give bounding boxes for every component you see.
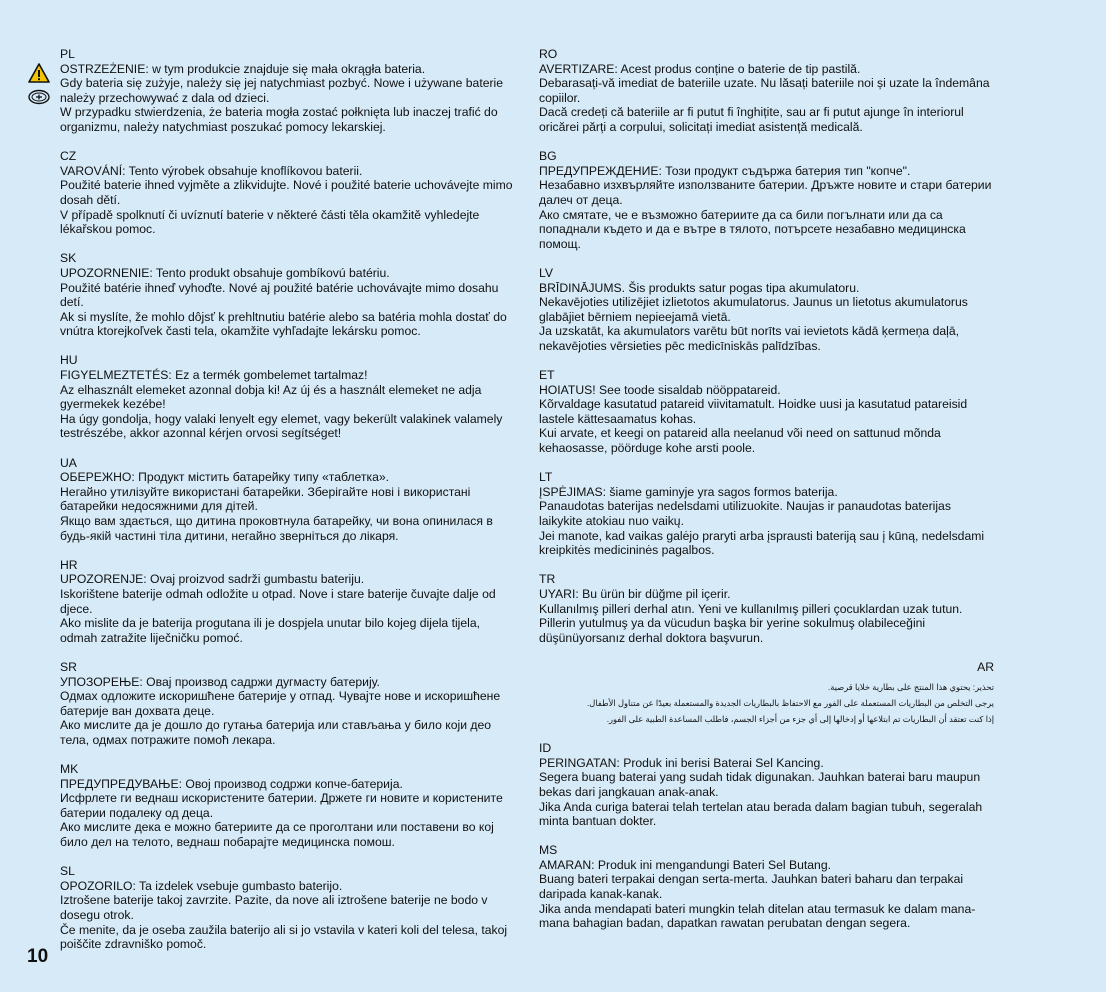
warning-section-id [539, 741, 994, 829]
warning-section-et [539, 368, 994, 456]
warning-paragraph: Якщо вам здається, що дитина проковтнула батарейку, чи вона опинилася в будь-якій частині тіла дитини, негайно зверніться до лікаря. [60, 514, 493, 543]
warning-paragraph: Одмах одложите искоришћене батерије у отпад. Чувајте нове и искоришћене батерије ван дохвата деце. [60, 689, 501, 718]
warning-paragraph: Az elhasznált elemeket azonnal dobja ki! Az új és a használt elemeket ne adja gyermekek kezébe! [60, 382, 482, 412]
warning-paragraph: Jei manote, kad vaikas galėjo praryti arba įsprausti bateriją sau į kūną, nedelsdami kreipkitės medicininės pagalbos. [539, 528, 985, 558]
warning-paragraph: UPOZORNENIE: Tento produkt obsahuje gombíkovú batériu. [60, 265, 390, 280]
warning-section-ua [60, 456, 515, 544]
language-code: MK [60, 762, 79, 777]
warning-paragraph: Ak si myslíte, že mohlo dôjsť k prehltnutiu batérie alebo sa batéria mohla dostať do vnútra ktorejkoľvek časti tela, okamžite vyhľadajte lekársku pomoc. [60, 309, 507, 339]
language-code: HR [60, 557, 78, 572]
language-code: ID [539, 741, 552, 756]
warning-paragraph: Nekavējoties utilizējiet izlietotos akumulatorus. Jaunus un lietotus akumulatorus glabājiet bērniem nepieejamā vietā. [539, 295, 968, 324]
warning-section-ms [539, 843, 994, 931]
warning-section-lt [539, 470, 994, 558]
warning-section-cz [60, 149, 515, 237]
language-code: LT [539, 470, 553, 485]
warning-paragraph: Kui arvate, et keegi on patareid alla neelanud või need on sattunud mõnda kehaosasse, pöörduge kohe arsti poole. [539, 426, 941, 456]
warning-paragraph: BRĪDINĀJUMS. Šis produkts satur pogas tipa akumulatoru. [539, 280, 860, 295]
warning-paragraph: OPOZORILO: Ta izdelek vsebuje gumbasto baterijo. [60, 878, 343, 893]
warning-paragraph: Jika Anda curiga baterai telah tertelan atau berada dalam bagian tubuh, segeralah minta bantuan dokter. [539, 799, 983, 829]
warning-paragraph: Pillerin yutulmuş ya da vücudun başka bir yerine sokulmuş olabileceğini düşünüyorsanız derhal doktora başvurun. [539, 616, 926, 645]
page-number: 10 [27, 946, 49, 967]
warning-paragraph: UPOZORENJE: Ovaj proizvod sadrži gumbastu bateriju. [60, 572, 365, 587]
warning-paragraph: Iskorištene baterije odmah odložite u otpad. Nove i stare baterije čuvajte dalje od djece. [60, 586, 496, 616]
language-code: ET [539, 368, 555, 383]
warning-paragraph: Gdy bateria się zużyje, należy się jej natychmiast pozbyć. Nowe i używane baterie należy przechowywać z dala od dzieci. [60, 76, 504, 105]
warning-section-lv [539, 266, 994, 354]
warning-paragraph: إذا كنت تعتقد أن البطاريات تم ابتلاعها أو إدخالها إلى أي جزء من أجزاء الجسم، فاطلب المساعدة الطبية على الفور. [606, 713, 994, 724]
warning-paragraph: Debarasați-vă imediat de bateriile uzate. Nu lăsați bateriile noi și uzate la îndemâna copiilor. [539, 76, 990, 105]
warning-paragraph: Použité batérie ihneď vyhoďte. Nové aj použité batérie uchovávajte mimo dosahu detí. [60, 280, 499, 310]
warning-paragraph: يرجى التخلص من البطاريات المستعملة على الفور مع الاحتفاظ بالبطاريات الجديدة والمستعملة بعيدًا عن متناول الأطفال. [587, 697, 994, 708]
warning-paragraph: Ако смятате, че е възможно батериите да са били погълнати или да са попаднали където и да е вътре в тялото, потърсете незабавно медицинска помощ. [539, 207, 966, 251]
warning-paragraph: HOIATUS! See toode sisaldab nööppatareid. [539, 382, 781, 397]
warning-paragraph: Ако мислите дека е можно батериите да се проголтани или поставени во кој било дел на телото, веднаш побарајте медицинска помош. [60, 820, 494, 850]
language-code: AR [977, 659, 994, 674]
warning-section-ro [539, 47, 994, 135]
warning-section-mk [60, 762, 515, 850]
language-code: TR [539, 572, 556, 587]
warning-section-ar [539, 660, 994, 727]
warning-paragraph: Dacă credeți că bateriile ar fi putut fi înghițite, sau ar fi putut ajunge în interiorul oricărei părți a corpului, solicitați imediat asistență medicală. [539, 105, 964, 134]
right-column [539, 47, 994, 945]
warning-paragraph: Ako mislite da je baterija progutana ili je dospjela unutar bilo kojeg dijela tijela, odmah zatražite liječničku pomoć. [60, 616, 481, 645]
warning-paragraph: VAROVÁNÍ: Tento výrobek obsahuje knoflíkovou baterii. [60, 163, 363, 178]
warning-paragraph: Kõrvaldage kasutatud patareid viivitamatult. Hoidke uusi ja kasutatud patareisid lastele kättesaamatus kohas. [539, 397, 968, 426]
left-column [60, 47, 515, 966]
warning-paragraph: Ha úgy gondolja, hogy valaki lenyelt egy elemet, vagy bekerült valakinek valamely testrészébe, akkor azonnal kérjen orvosi segítséget! [60, 411, 503, 441]
warning-section-tr [539, 572, 994, 645]
language-code: CZ [60, 149, 77, 164]
warning-paragraph: Použité baterie ihned vyjměte a zlikvidujte. Nové i použité baterie uchovávejte mimo dosah dětí. [60, 178, 513, 207]
language-code: LV [539, 265, 554, 280]
warning-paragraph: Buang bateri terpakai dengan serta-merta. Jauhkan bateri baharu dan terpakai daripada kanak-kanak. [539, 872, 964, 902]
language-code: RO [539, 47, 558, 61]
warning-triangle-icon [28, 63, 50, 83]
warning-paragraph: OSTRZEŻENIE: w tym produkcie znajduje się mała okrągła bateria. [60, 61, 426, 76]
warning-section-sr [60, 660, 515, 748]
warning-paragraph: Če menite, da je oseba zaužila baterijo ali si jo vstavila v kateri koli del telesa, takoj poiščite zdravniško pomoč. [60, 922, 508, 952]
warning-paragraph: Ja uzskatāt, ka akumulators varētu būt norīts vai ievietots kādā ķermeņa daļā, nekavējoties vērsieties pēc medicīniskās palīdzības. [539, 324, 960, 353]
warning-paragraph: تحذير: يحتوي هذا المنتج على بطارية خلايا قرصية. [827, 681, 994, 692]
warning-paragraph: Незабавно изхвърляйте използваните батерии. Дръжте новите и стари батерии далеч от деца. [539, 178, 992, 207]
warning-paragraph: Негайно утилізуйте використані батарейки. Зберігайте нові і використані батарейки недосяжними для дітей. [60, 484, 471, 514]
warning-paragraph: ОБЕРЕЖНО: Продукт містить батарейку типу «таблетка». [60, 470, 390, 485]
language-code: HU [60, 353, 78, 368]
language-code: SL [60, 864, 75, 879]
warning-section-hu [60, 353, 515, 441]
warning-paragraph: FIGYELMEZTETÉS: Ez a termék gombelemet tartalmaz! [60, 368, 368, 383]
warning-paragraph: W przypadku stwierdzenia, że bateria mogła zostać połknięta lub inaczej trafić do organizmu, należy natychmiast poszukać pomocy lekarskiej. [60, 105, 498, 134]
coin-battery-icon [28, 89, 50, 105]
warning-paragraph: Segera buang baterai yang sudah tidak digunakan. Jauhkan baterai baru maupun bekas dari jangkauan anak-anak. [539, 770, 981, 799]
warning-paragraph: AMARAN: Produk ini mengandungi Bateri Sel Butang. [539, 857, 831, 872]
warning-section-hr [60, 558, 515, 646]
warning-paragraph: ПРЕДУПРЕДУВАЊЕ: Овој производ содржи копче-батерија. [60, 776, 403, 791]
warning-paragraph: Iztrošene baterije takoj zavrzite. Pazite, da nove ali iztrošene baterije ne bodo v dosegu otrok. [60, 893, 488, 923]
warning-paragraph: AVERTIZARE: Acest produs conține o baterie de tip pastilă. [539, 61, 861, 76]
language-code: MS [539, 843, 558, 858]
language-code: PL [60, 47, 75, 61]
warning-paragraph: ĮSPĖJIMAS: šiame gaminyje yra sagos formos baterija. [539, 484, 838, 499]
warning-paragraph: Panaudotas baterijas nedelsdami utilizuokite. Naujas ir panaudotas baterijas laikykite atokiau nuo vaikų. [539, 499, 951, 528]
warning-section-pl [60, 47, 515, 135]
warning-section-sl [60, 864, 515, 952]
warning-paragraph: V případě spolknutí či uvíznutí baterie v některé části těla okamžitě vyhledejte lékařskou pomoc. [60, 207, 480, 237]
warning-section-bg [539, 149, 994, 251]
language-code: BG [539, 149, 557, 164]
warning-paragraph: ПРЕДУПРЕЖДЕНИЕ: Този продукт съдържа батерия тип "копче". [539, 163, 911, 178]
warning-paragraph: PERINGATAN: Produk ini berisi Baterai Sel Kancing. [539, 755, 824, 770]
language-code: SK [60, 251, 77, 266]
language-code: UA [60, 455, 77, 470]
warning-paragraph: Ако мислите да је дошло до гутања батерија или стављања у било који део тела, одмах потражите помоћ лекара. [60, 718, 492, 747]
language-code: SR [60, 659, 77, 674]
warning-paragraph: Jika anda mendapati bateri mungkin telah ditelan atau termasuk ke dalam mana-mana bahagian badan, dapatkan rawatan perubatan dengan segera. [539, 901, 976, 931]
warning-paragraph: УПОЗОРЕЊЕ: Овај производ садржи дугмасту батерију. [60, 674, 380, 689]
warning-paragraph: UYARI: Bu ürün bir düğme pil içerir. [539, 586, 731, 601]
warning-paragraph: Kullanılmış pilleri derhal atın. Yeni ve kullanılmış pilleri çocuklardan uzak tutun. [539, 601, 963, 616]
warning-section-sk [60, 251, 515, 339]
warning-paragraph: Исфрлете ги веднаш искористените батерии. Држете ги новите и користените батерии подалеку од деца. [60, 791, 503, 820]
